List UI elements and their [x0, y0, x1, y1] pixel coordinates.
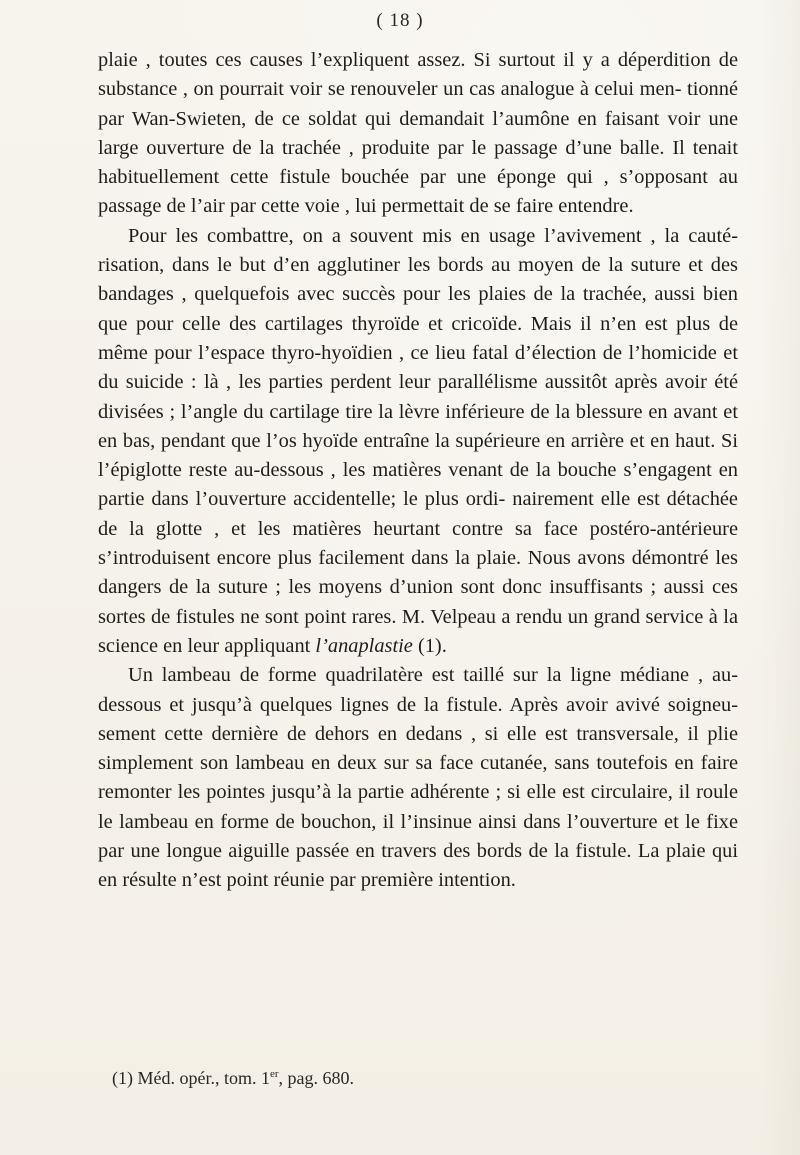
footnote: [112, 1067, 732, 1089]
paragraph-3: Un lambeau de forme quadrilatère est taillé sur la ligne médiane , au- dessous et jusqu’à quelques lignes de la fistule. Après avoir avivé soigneu- sement cette dernière de dehors en dedans , si elle est transversale, il plie simplement son lambeau en deux sur sa face cutanée, sans toutefois en faire remonter les pointes jusqu’à la partie adhérente ; si elle est circulaire, il roule le lambeau en forme de bouchon, il l’insinue ainsi dans l’ouverture et le fixe par une longue aiguille passée en travers des bords de la fistule. La plaie qui en résulte n’est point réunie par première intention.: [98, 664, 738, 892]
footnote-page: , pag. 680.: [278, 1068, 355, 1088]
anaplastie-term: l’anaplastie: [315, 634, 413, 657]
paragraph-1: plaie , toutes ces causes l’expliquent assez. Si surtout il y a déperdition de substance , on pourrait voir se renouveler un cas analogue à celui men- tionné par Wan-Swieten, de ce soldat qui demandait l’aumône en faisant voir une large ouverture de la trachée , produite par le passage d’une balle. Il tenait habituellement cette fistule bouchée par une éponge qui , s’opposant au passage de l’air par cette voie , lui permettait de se faire entendre.: [98, 49, 738, 218]
paragraph-2: [98, 222, 738, 661]
paragraph-2-text: Pour les combattre, on a souvent mis en usage l’avivement , la cauté- risation, dans le but d’en agglutiner les bords au moyen de la suture et des bandages , quelquefois avec succès pour les plaies de la trachée, aussi bien que pour celle des cartilages thyroïde et cricoïde. Mais il n’en est plus de même pour l’espace thyro-hyoïdien , ce lieu fatal d’élection de l’homicide et du suicide : là , les parties perdent leur parallélisme aussitôt après avoir été divisées ; l’angle du cartilage tire la lèvre inférieure de la blessure en avant et en bas, pendant que l’os hyoïde entraîne la supérieure en arrière et en haut. Si l’épiglotte reste au-dessous , les matières venant de la bouche s’engagent en partie dans l’ouverture accidentelle; le plus ordi- nairement elle est détachée de la glotte , et les matières heurtant contre sa face postéro-antérieure s’introduisent encore plus facilement dans la plaie. Nous avons démontré les dangers de la suture ; les moyens d’union sont donc insuffisants ; aussi ces sortes de fistules ne sont point rares. M. Velpeau a rendu un grand service à la science en leur appliquant: [98, 224, 738, 657]
page-edge-shading: [760, 0, 800, 1155]
footnote-superscript: er: [269, 1068, 279, 1080]
page-number: ( 18 ): [376, 10, 424, 31]
footnote-reference: (1).: [412, 634, 447, 657]
footnote-text: (1) Méd. opér., tom. 1: [112, 1068, 270, 1088]
main-text: [98, 46, 738, 896]
